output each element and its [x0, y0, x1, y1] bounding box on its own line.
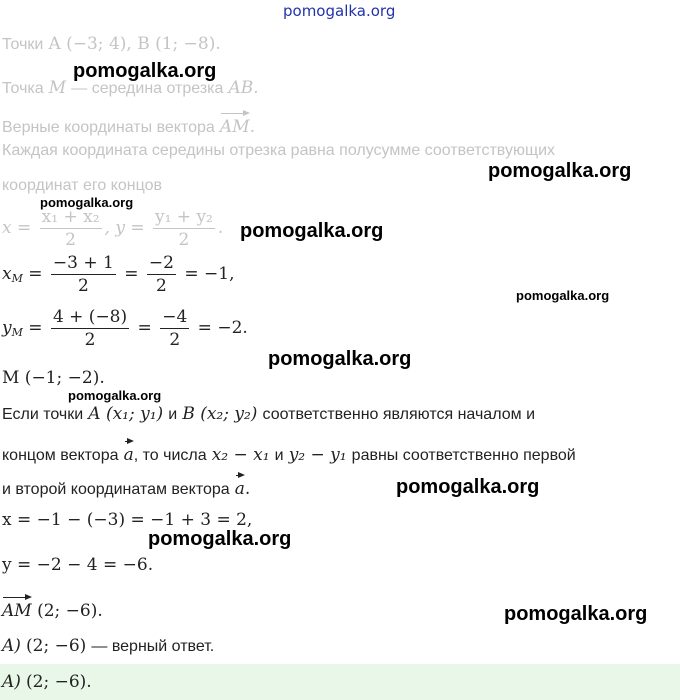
watermark: pomogalka.org	[516, 288, 610, 303]
vector-rule-line-2	[2, 438, 576, 465]
xm-lhs: x	[2, 264, 12, 284]
final-coords: (2; −6).	[26, 672, 92, 692]
rule2-b: , то числа	[133, 447, 207, 464]
midpoint-m: M	[48, 78, 67, 98]
rule3-end: .	[244, 479, 251, 499]
rule3-vector-a: a	[235, 472, 245, 499]
ym-lhs: y	[2, 318, 12, 338]
points-math: A (−3; 4), B (1; −8).	[48, 34, 221, 54]
watermark: pomogalka.org	[504, 603, 648, 625]
rule-midpoint-a: Каждая координата середины отрезка равна полусумме соответствующих	[2, 142, 556, 159]
calc-x: x = −1 − (−3) = −1 + 3 = 2,	[2, 510, 253, 530]
ym-eq2: =	[137, 318, 152, 338]
ym-eq1: =	[28, 318, 43, 338]
question-label: Верные координаты вектора	[2, 119, 215, 136]
formula-x-den: 2	[65, 230, 76, 250]
answer-text: — верный ответ.	[91, 638, 215, 655]
ym-result: = −2.	[197, 318, 248, 338]
xm-den1: 2	[77, 276, 89, 296]
rule2-y-diff: y₂ − y₁	[288, 445, 347, 465]
rule3-a: и второй координатам вектора	[2, 481, 230, 498]
ym-den2: 2	[169, 330, 181, 350]
watermark: pomogalka.org	[240, 220, 384, 242]
rule1-b: соответственно являются началом и	[262, 406, 535, 423]
watermark: pomogalka.org	[396, 476, 540, 498]
vector-am: AM	[220, 110, 250, 137]
midpoint-rest: — середина отрезка	[71, 80, 224, 97]
watermark: pomogalka.org	[488, 160, 632, 182]
xm-num1: −3 + 1	[52, 253, 114, 273]
xm-sub: M	[11, 272, 23, 285]
rule-midpoint-b: координат его концов	[2, 177, 162, 194]
midpoint-formula: x = $\frac{\text{x₁ + x₂}}{2}$ , y = $\frac{\text{y₁ + y₂}}{2}$ .	[2, 207, 224, 250]
formula-x-num: x₁ + x₂	[41, 207, 100, 227]
xm-result: = −1,	[184, 264, 235, 284]
ym-num1: 4 + (−8)	[52, 307, 128, 327]
vector-rule-line-3	[2, 472, 250, 499]
rule1-a: Если точки	[2, 406, 84, 423]
points-line	[2, 34, 221, 54]
watermark: pomogalka.org	[68, 388, 162, 403]
m-point: M (−1; −2).	[2, 368, 105, 388]
final-label: A)	[2, 672, 21, 692]
watermark: pomogalka.org	[73, 60, 217, 82]
rule1-point-b: B (x₂; y₂)	[182, 404, 258, 424]
final-answer-bar	[0, 664, 680, 700]
answer-line	[2, 636, 214, 656]
ym-sub: M	[11, 326, 23, 339]
question-line: Верные координаты вектора AM.	[2, 110, 255, 137]
watermark: pomogalka.org	[40, 195, 134, 210]
result-vector-am: AM	[2, 594, 32, 621]
final-answer	[2, 672, 92, 692]
rule2-c: равны соответственно первой	[351, 447, 576, 464]
rule2-vector-a: a	[124, 438, 134, 465]
points-label: Точки	[2, 36, 44, 53]
rule2-a: концом вектора	[2, 447, 119, 464]
vector-rule-line-1	[2, 404, 535, 424]
rule2-x-diff: x₂ − x₁	[211, 445, 270, 465]
formula-x: x =	[2, 218, 32, 238]
segment-ab: AB.	[228, 78, 259, 98]
formula-y: , y =	[104, 218, 145, 238]
rule1-and: и	[168, 406, 178, 423]
ym-num2: −4	[162, 307, 188, 327]
result-vector	[2, 594, 103, 621]
answer-coords: (2; −6)	[26, 636, 87, 656]
rule1-point-a: A (x₁; y₁)	[88, 404, 164, 424]
xm-eq1: =	[28, 264, 43, 284]
calc-y: y = −2 − 4 = −6.	[2, 555, 154, 575]
answer-label: A)	[2, 636, 21, 656]
formula-y-num: y₁ + y₂	[154, 207, 213, 227]
midpoint-label: Точка	[2, 80, 44, 97]
watermark: pomogalka.org	[268, 348, 412, 370]
watermark: pomogalka.org	[148, 528, 292, 550]
rule2-and: и	[274, 447, 284, 464]
result-coords: (2; −6).	[31, 601, 103, 621]
formula-y-den: 2	[178, 230, 190, 250]
xm-equation	[2, 252, 235, 297]
ym-equation	[2, 306, 248, 351]
xm-num2: −2	[148, 253, 174, 273]
xm-eq2: =	[124, 264, 139, 284]
ym-den1: 2	[84, 330, 96, 350]
top-watermark: pomogalka.org	[283, 2, 396, 20]
xm-den2: 2	[156, 276, 167, 296]
